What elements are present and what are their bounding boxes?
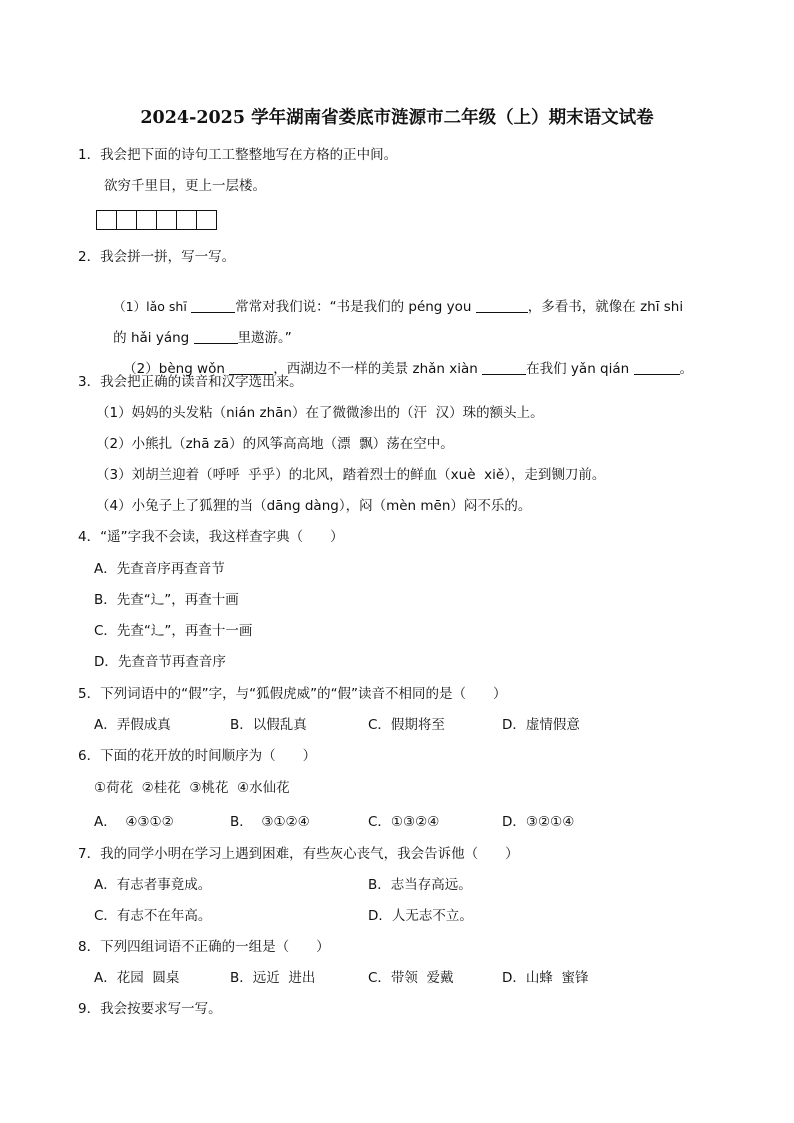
question-3-item: （4）小兔子上了狐狸的当（dāng dàng），闷（mèn mēn）闷不乐的。 (96, 498, 532, 514)
option-b[interactable]: B．远近 进出 (230, 970, 316, 986)
option-d[interactable]: D．虚情假意 (502, 717, 580, 733)
option-a[interactable]: A．先查音序再查音节 (94, 561, 225, 577)
question-1-stem: 1．我会把下面的诗句工工整整地写在方格的正中间。 (78, 147, 398, 163)
option-a[interactable]: A．花园 圆桌 (94, 970, 180, 986)
q2-part: （1）lǎo shī (113, 299, 187, 314)
question-3-item: （1）妈妈的头发粘（nián zhān）在了微微渗出的（汗 汉）珠的额头上。 (96, 405, 544, 421)
option-b[interactable]: B．先查“辶”，再查十画 (94, 592, 239, 608)
grid-cell[interactable] (116, 210, 137, 230)
option-d[interactable]: D．人无志不立。 (368, 908, 473, 924)
option-a[interactable]: A． ④③①② (94, 814, 174, 830)
question-1-poem: 欲穷千里目，更上一层楼。 (104, 178, 266, 194)
option-c[interactable]: C．先查“辶”，再查十一画 (94, 623, 253, 639)
option-c[interactable]: C．带领 爱戴 (368, 970, 454, 986)
answer-blank[interactable] (634, 360, 680, 375)
q2-part: 常常对我们说：“书是我们的 péng you (235, 299, 472, 315)
option-c[interactable]: C．有志不在年高。 (94, 908, 212, 924)
option-d[interactable]: D．先查音节再查音序 (94, 654, 226, 670)
q2-part: 里遨游。” (237, 330, 292, 346)
q2-part: 的 hǎi yáng (113, 330, 190, 346)
grid-cell[interactable] (156, 210, 177, 230)
option-c[interactable]: C．①③②④ (368, 814, 440, 830)
question-3-stem: 3．我会把正确的读音和汉字选出来。 (78, 374, 303, 390)
grid-cell[interactable] (176, 210, 197, 230)
question-3-item: （2）小熊扎（zhā zā）的风筝高高地（漂 飘）荡在空中。 (96, 436, 454, 452)
option-c[interactable]: C．假期将至 (368, 717, 445, 733)
answer-blank[interactable] (476, 298, 528, 313)
question-2-stem: 2．我会拼一拼，写一写。 (78, 249, 236, 265)
option-d[interactable]: D．③②①④ (502, 814, 575, 830)
question-5-stem: 5．下列词语中的“假”字，与“狐假虎威”的“假”读音不相同的是（ ） (78, 686, 507, 702)
q2-part: ，多看书，就像在 zhī shi (527, 299, 684, 315)
question-4-stem: 4．“遥”字我不会读，我这样查字典（ ） (78, 529, 344, 545)
option-d[interactable]: D．山蜂 蜜锋 (502, 970, 589, 986)
q2-part: ，西湖边不一样的美景 zhǎn xiàn (273, 361, 478, 377)
question-8-stem: 8．下列四组词语不正确的一组是（ ） (78, 939, 330, 955)
page-title: 2024-2025 学年湖南省娄底市涟源市二年级（上）期末语文试卷 (140, 108, 654, 128)
option-a[interactable]: A．有志者事竟成。 (94, 877, 212, 893)
q2-part: （2）bèng wǒn (123, 361, 225, 377)
grid-cell[interactable] (136, 210, 157, 230)
answer-blank[interactable] (482, 360, 526, 375)
question-3-item: （3）刘胡兰迎着（呼呼 乎乎）的北风，踏着烈士的鲜血（xuè xiě），走到铡刀前。 (96, 467, 606, 483)
writing-grid[interactable] (96, 210, 216, 230)
option-b[interactable]: B．以假乱真 (230, 717, 307, 733)
question-6-stem: 6．下面的花开放的时间顺序为（ ） (78, 748, 317, 764)
question-7-stem: 7．我的同学小明在学习上遇到困难，有些灰心丧气，我会告诉他（ ） (78, 846, 519, 862)
option-b[interactable]: B． ③①②④ (230, 814, 310, 830)
option-b[interactable]: B．志当存高远。 (368, 877, 472, 893)
grid-cell[interactable] (96, 210, 117, 230)
question-9-stem: 9．我会按要求写一写。 (78, 1001, 222, 1017)
q2-part: 在我们 yǎn qián (526, 361, 630, 377)
option-a[interactable]: A．弄假成真 (94, 717, 171, 733)
flower-list: ①荷花 ②桂花 ③桃花 ④水仙花 (94, 780, 290, 796)
q2-part: 。 (679, 361, 693, 377)
grid-cell[interactable] (196, 210, 217, 230)
